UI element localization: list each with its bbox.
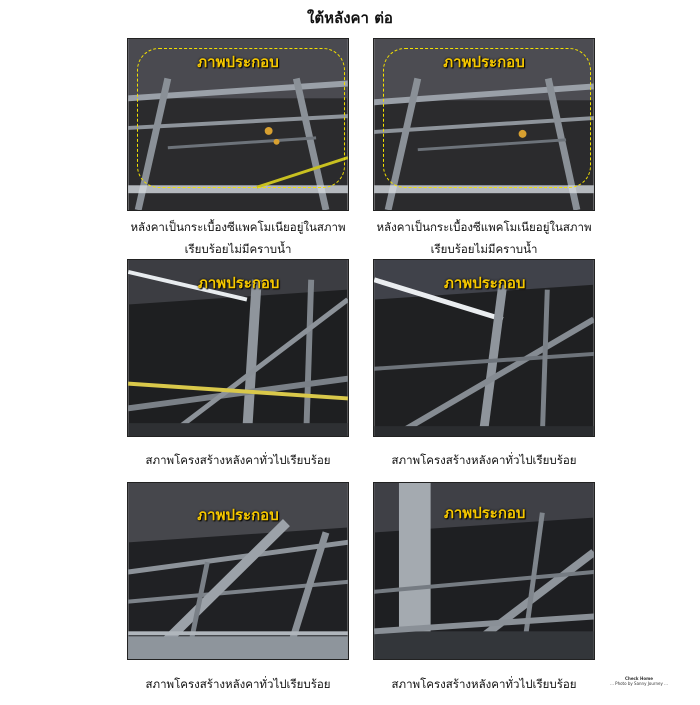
caption-line: สภาพโครงสร้างหลังคาทั่วไปเรียบร้อย [391, 453, 577, 467]
photo-roof-2 [373, 38, 595, 211]
caption-line: สภาพโครงสร้างหลังคาทั่วไปเรียบร้อย [145, 453, 331, 467]
caption-photo-2 [373, 216, 595, 260]
caption-line: หลังคาเป็นกระเบื้องซีแพคโมเนียอยู่ในสภาพ [130, 220, 346, 234]
overlay-label: ภาพประกอบ [444, 274, 526, 292]
overlay-label: ภาพประกอบ [198, 274, 280, 292]
caption-photo-1 [127, 216, 349, 260]
credit-line: Check Home [625, 676, 653, 681]
caption-line: สภาพโครงสร้างหลังคาทั่วไปเรียบร้อย [145, 677, 331, 691]
overlay-label: ภาพประกอบ [197, 53, 279, 71]
caption-photo-4 [373, 449, 595, 471]
caption-line: เรียบร้อยไม่มีคราบน้ำ [430, 242, 538, 256]
caption-line: เรียบร้อยไม่มีคราบน้ำ [184, 242, 292, 256]
photo-structure-3 [127, 482, 349, 660]
overlay-label: ภาพประกอบ [444, 504, 526, 522]
caption-line: หลังคาเป็นกระเบื้องซีแพคโมเนียอยู่ในสภาพ [376, 220, 592, 234]
caption-photo-3 [127, 449, 349, 471]
photo-roof-1 [127, 38, 349, 211]
caption-line: สภาพโครงสร้างหลังคาทั่วไปเรียบร้อย [391, 677, 577, 691]
photo-structure-1 [127, 259, 349, 437]
credit-line: ... Photo by Sanny Journey ... [610, 681, 668, 686]
page-title: ใต้หลังคา ต่อ [307, 9, 393, 27]
photo-credit [603, 676, 675, 686]
photo-structure-4 [373, 482, 595, 660]
photo-structure-2 [373, 259, 595, 437]
overlay-label: ภาพประกอบ [443, 53, 525, 71]
overlay-label: ภาพประกอบ [197, 506, 279, 524]
caption-photo-5 [127, 673, 349, 695]
caption-photo-6 [373, 673, 595, 695]
